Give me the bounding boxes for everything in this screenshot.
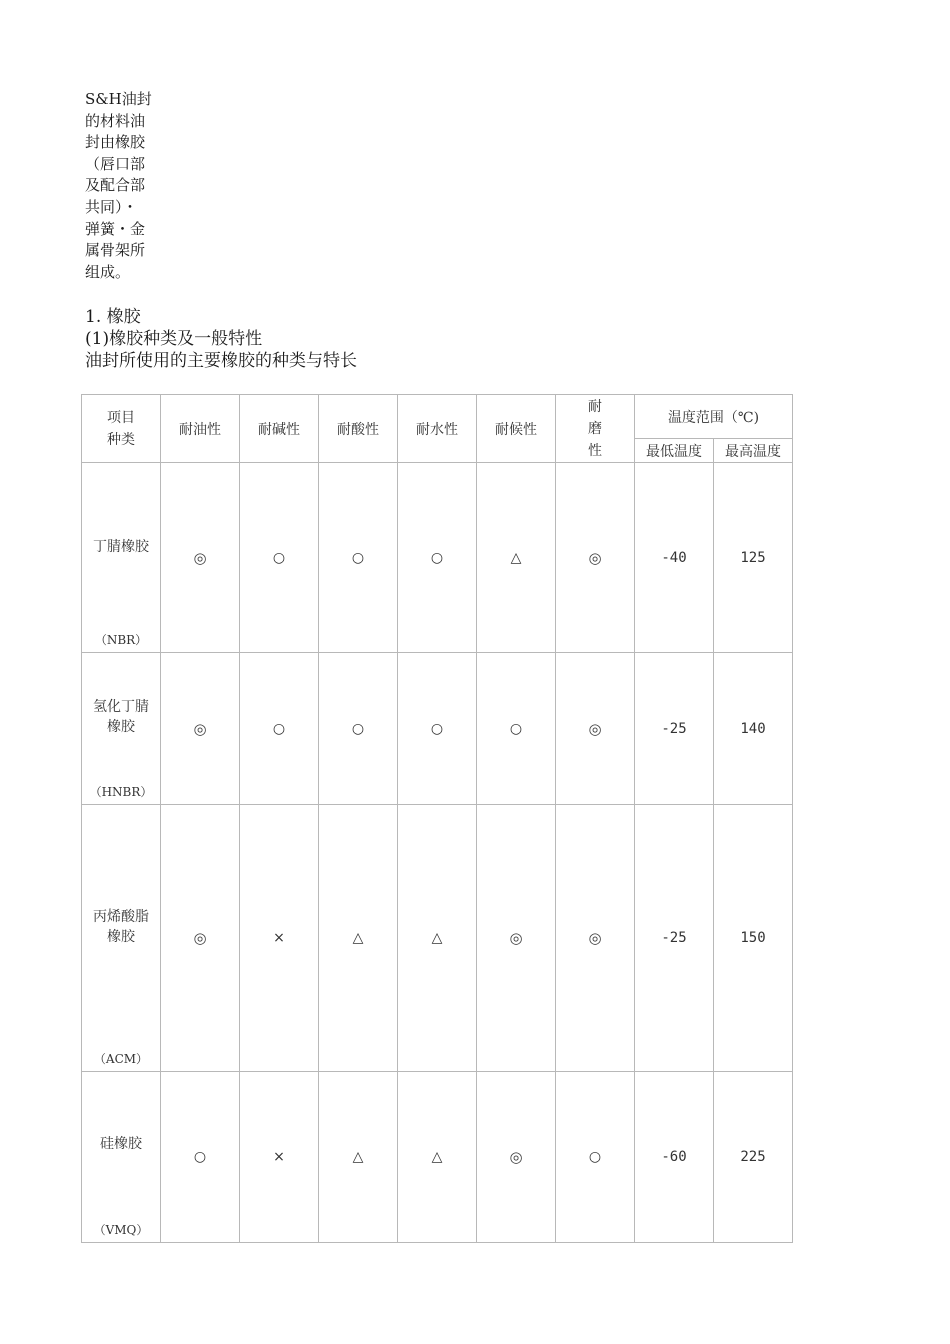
max-temp-value: 225: [714, 1072, 793, 1243]
weather-rating: ◎: [477, 1072, 556, 1243]
intro-line: （唇口部: [85, 154, 146, 173]
min-temp-value: -60: [635, 1072, 714, 1243]
alkali-rating: ×: [240, 805, 319, 1072]
water-rating: ○: [398, 463, 477, 653]
oil-rating: ◎: [161, 653, 240, 805]
section-subheading: (1)橡胶种类及一般特性: [85, 329, 263, 349]
max-temp-value: 150: [714, 805, 793, 1072]
header-item: 项目: [107, 409, 135, 426]
acid-rating: ○: [319, 653, 398, 805]
wear-rating: ◎: [556, 653, 635, 805]
oil-rating: ◎: [161, 805, 240, 1072]
min-temp-value: -25: [635, 653, 714, 805]
acid-rating: ○: [319, 463, 398, 653]
intro-line: 组成。: [85, 262, 131, 281]
oil-rating: ○: [161, 1072, 240, 1243]
water-rating: △: [398, 805, 477, 1072]
intro-line: 弹簧・金: [85, 219, 146, 238]
min-temp-value: -25: [635, 805, 714, 1072]
rubber-name: 丙烯酸脂: [93, 909, 149, 925]
table-row: [82, 463, 793, 653]
rubber-code: （NBR）: [94, 633, 148, 647]
header-water-resistance: 耐水性: [398, 395, 477, 463]
rubber-name: 硅橡胶: [100, 1136, 142, 1152]
max-temp-value: 140: [714, 653, 793, 805]
table-row: [82, 805, 793, 1072]
oil-rating: ◎: [161, 463, 240, 653]
water-rating: △: [398, 1072, 477, 1243]
rubber-name: 氢化丁腈: [93, 699, 149, 715]
rubber-name-line2: 橡胶: [107, 719, 135, 735]
alkali-rating: ○: [240, 653, 319, 805]
weather-rating: ○: [477, 653, 556, 805]
header-oil-resistance: 耐油性: [161, 395, 240, 463]
rubber-name-cell: [82, 805, 161, 1072]
header-wear-char: 性: [588, 442, 602, 459]
intro-line: 及配合部: [85, 176, 146, 195]
section-block: [85, 306, 357, 372]
rubber-name-cell: [82, 463, 161, 653]
header-min-temp: 最低温度: [635, 439, 714, 463]
intro-paragraph: [85, 89, 159, 283]
rubber-code: （ACM）: [93, 1052, 149, 1066]
acid-rating: △: [319, 805, 398, 1072]
acid-rating: △: [319, 1072, 398, 1243]
table-row: [82, 653, 793, 805]
alkali-rating: ○: [240, 463, 319, 653]
intro-line: S&H油封: [85, 90, 152, 108]
header-wear-resistance: [556, 395, 635, 463]
wear-rating: ○: [556, 1072, 635, 1243]
rubber-name-line2: 橡胶: [107, 929, 135, 945]
table-row: [82, 1072, 793, 1243]
header-wear-char: 耐: [588, 398, 602, 415]
intro-line: 的材料油: [85, 111, 146, 130]
header-temperature-range: 温度范围（℃): [635, 395, 793, 439]
wear-rating: ◎: [556, 805, 635, 1072]
rubber-code: （HNBR）: [89, 785, 153, 799]
header-item-category: [82, 395, 161, 463]
header-alkali-resistance: 耐碱性: [240, 395, 319, 463]
max-temp-value: 125: [714, 463, 793, 653]
intro-line: 共同）・: [85, 197, 138, 216]
intro-line: 封由橡胶: [85, 133, 146, 152]
rubber-code: （VMQ）: [93, 1223, 149, 1237]
weather-rating: △: [477, 463, 556, 653]
section-heading: 1. 橡胶: [85, 307, 141, 327]
rubber-name-cell: [82, 1072, 161, 1243]
table-caption: 油封所使用的主要橡胶的种类与特长: [85, 351, 357, 371]
min-temp-value: -40: [635, 463, 714, 653]
intro-line: 属骨架所: [85, 241, 146, 260]
rubber-properties-table: [81, 394, 793, 1243]
rubber-name: 丁腈橡胶: [93, 539, 149, 555]
header-max-temp: 最高温度: [714, 439, 793, 463]
alkali-rating: ×: [240, 1072, 319, 1243]
rubber-name-cell: [82, 653, 161, 805]
wear-rating: ◎: [556, 463, 635, 653]
header-weather-resistance: 耐候性: [477, 395, 556, 463]
header-wear-char: 磨: [588, 420, 602, 437]
weather-rating: ◎: [477, 805, 556, 1072]
header-category: 种类: [107, 431, 135, 448]
water-rating: ○: [398, 653, 477, 805]
header-acid-resistance: 耐酸性: [319, 395, 398, 463]
